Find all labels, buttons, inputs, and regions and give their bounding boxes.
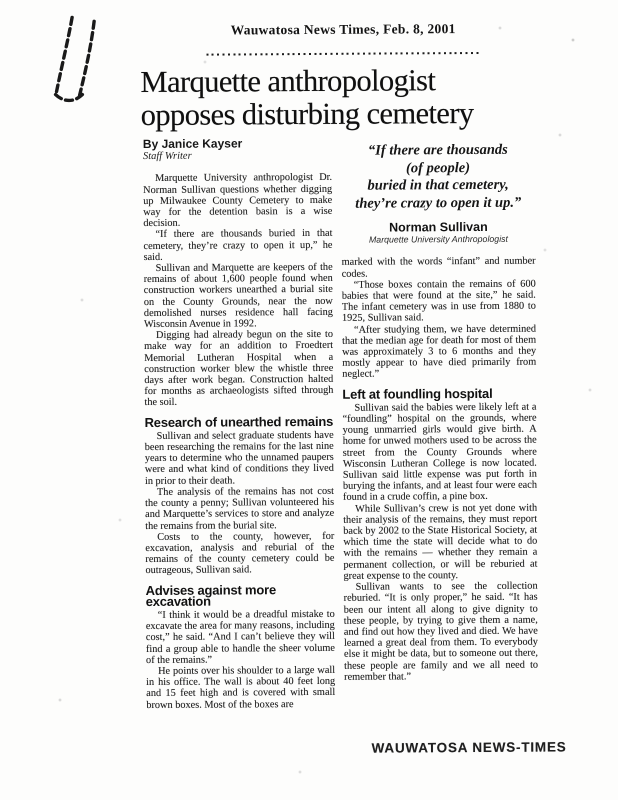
byline <box>143 138 332 163</box>
byline-role: Staff Writer <box>142 150 192 163</box>
paragraph: “Those boxes contain the remains of 600 babies that were found at the site,” he said. The infant cemetery was in use from 1880 to 1925, Sullivan said. <box>341 278 536 325</box>
subhead-research-of-unearthed-remains: Research of unearthed remains <box>144 413 334 430</box>
pull-quote-line: (of people) <box>405 159 471 176</box>
paragraph: Sullivan said the babies were likely left at a “foundling” hospital on the grounds, where young unmarried girls would give birth. A home for unwed mothers used to be across the street from the County Grounds where Wisconsin Lutheran College is now located. Sullivan said little expense was put forth in burying the infants, and at least four were each found in a crude coffin, a pine box. <box>342 401 538 504</box>
paragraph: Digging had already begun on the site to make way for an addition to Froedtert Memorial Lutheran Hospital when a construction worker blew the whistle three days after work began. Construction halted for months as archaeologists sifted through the soil. <box>144 329 334 409</box>
paragraph: Costs to the county, however, for excavation, analysis and reburial of the remains of the county cemetery could be outrageous, Sullivan said. <box>145 530 335 577</box>
byline-author: By Janice Kayser <box>142 136 243 152</box>
paragraph: “After studying them, we have determined that the median age for death for most of them was approximately 3 to 6 months and they mostly appear to have died primarily from neglect.” <box>342 323 537 381</box>
subhead-advises-against-more-excavation: Advises against more excavation <box>145 581 277 609</box>
dotted-divider <box>206 51 480 56</box>
paragraph: Sullivan wants to see the collection reburied. “It is only proper,” he said. “It has been our intent all along to give dignity to these people, by trying to give them a name, and find out how they lived and died. We have learned a great deal from them. To everybody else it might be data, but to someone out there, these people are family and we all need to remember that.” <box>343 580 539 683</box>
paragraph: Sullivan and Marquette are keepers of the remains of about 1,600 people found when construction workers unearthed a burial site on the County Grounds, near the now demolished nurses residence hall facing Wisconsin Avenue in 1992. <box>143 261 333 331</box>
pull-quote-attribution: Norman Sullivan <box>389 219 488 235</box>
pull-quote-line: buried in that cemetery, <box>367 176 509 194</box>
subhead-left-at-foundling-hospital: Left at foundling hospital <box>342 385 493 402</box>
paragraph: He points over his shoulder to a large wall in his office. The wall is about 40 feet long and 15 feet high and is covered with small brown boxes. Most of the boxes are <box>146 664 336 711</box>
right-column <box>341 137 538 710</box>
pull-quote-line: “If there are thousands <box>367 141 508 159</box>
paragraph: While Sullivan’s crew is not yet done with their analysis of the remains, they must report back by 2002 to the State Historical Society, at which time the state will decide what to do with the remains — whether they remain a permanent collection, or will be reburied at great expense to the county. <box>343 502 538 582</box>
paragraph: Sullivan and select graduate students have been researching the remains for the last nine years to determine who the unnamed paupers were and what kind of conditions they lived in prior to their death. <box>144 429 334 487</box>
article <box>142 21 548 711</box>
masthead: Wauwatosa News Times, Feb. 8, 2001 <box>230 21 456 38</box>
paragraph: “I think it would be a dreadful mistake to excavate the area for many reasons, including cost,” he said. “And I can’t believe they will find a group able to handle the sheer volume of the remains.” <box>145 608 335 666</box>
paragraph: Marquette University anthropologist Dr. Norman Sullivan questions whether digging up Milwaukee County Cemetery to make way for the detention basin is a wise decision. <box>143 172 333 230</box>
handwritten-pen-mark-icon <box>48 9 109 109</box>
paragraph: marked with the words “infant” and number codes. <box>341 256 536 280</box>
paragraph: “If there are thousands buried in that cemetery, they’re crazy to open it up,” he said. <box>143 228 333 263</box>
article-columns <box>143 137 548 711</box>
left-column <box>143 138 335 711</box>
pull-quote-line: they’re crazy to open it up.” <box>355 194 522 212</box>
pull-quote-attribution-role: Marquette University Anthropologist <box>368 233 509 245</box>
footer-publication-name: WAUWATOSA NEWS-TIMES <box>371 739 567 756</box>
paragraph: The analysis of the remains has not cost the county a penny; Sullivan volunteered his and Marquette’s services to store and analyze the remains from the burial site. <box>145 485 335 532</box>
headline: Marquette anthropologist opposes disturbing cemetery <box>140 63 474 133</box>
pull-quote <box>341 137 536 249</box>
